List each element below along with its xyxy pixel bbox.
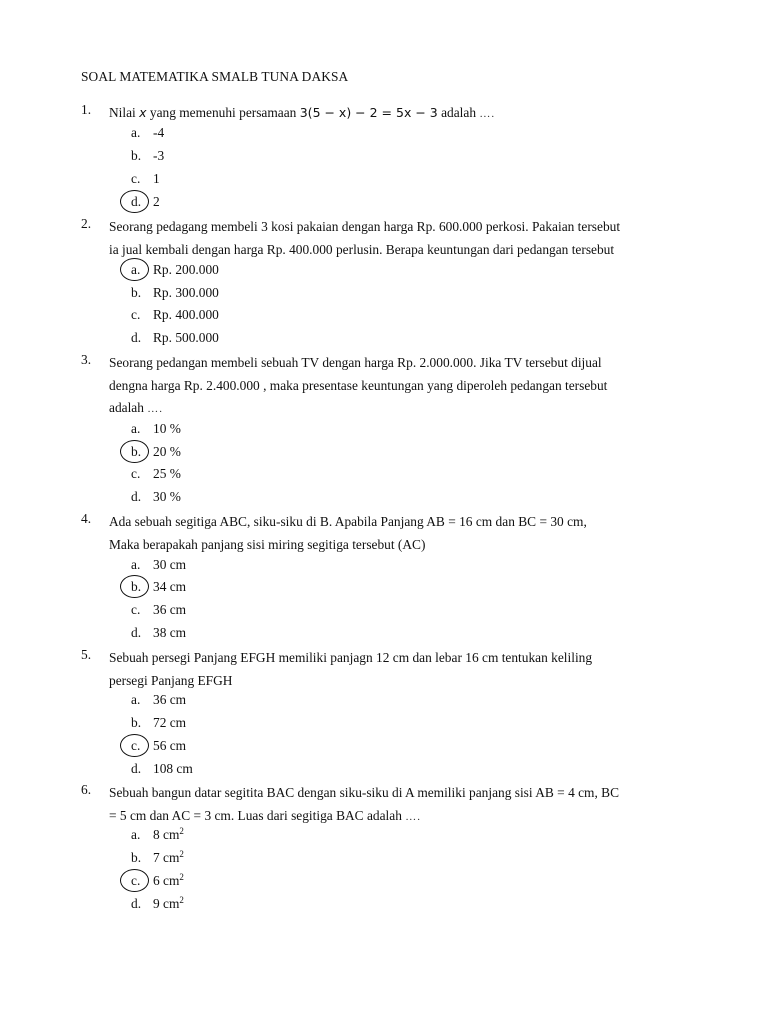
question-text: Seorang pedangan membeli sebuah TV dengan harga Rp. 2.000.000. Jika TV tersebut dijual dengna harga Rp. 2.400.000 , maka presentase keuntungan yang diperoleh pedangan tersebut adalah …. [109, 355, 608, 416]
unit-superscript: 2 [179, 872, 184, 882]
answer-circle: c. [131, 738, 153, 754]
option-a[interactable]: a. 10 % [131, 421, 181, 436]
option-c[interactable]: c. 1 [131, 171, 160, 186]
option-b[interactable]: b. Rp. 300.000 [131, 285, 219, 300]
option-a[interactable]: a. -4 [131, 125, 165, 140]
question-number: 3. [81, 352, 92, 367]
ellipsis: …. [147, 403, 164, 416]
option-c-selected[interactable]: c. 56 cm [131, 738, 187, 753]
option-d[interactable]: d. 108 cm [131, 761, 193, 776]
option-a[interactable]: a. 36 cm [131, 692, 187, 707]
page-title: SOAL MATEMATIKA SMALB TUNA DAKSA [81, 69, 349, 84]
answer-circle: b. [131, 444, 153, 460]
question-number: 2. [81, 216, 92, 231]
question-text: Sebuah bangun datar segitita BAC dengan siku-siku di A memiliki panjang sisi AB = 4 cm, BC = 5 cm dan AC = 3 cm. Luas dari segitiga BAC adalah …. [109, 785, 620, 823]
option-c[interactable]: c. Rp. 400.000 [131, 307, 219, 322]
variable-x: x [139, 105, 147, 120]
option-b-selected[interactable]: b. 20 % [131, 444, 181, 459]
option-a-selected[interactable]: a. Rp. 200.000 [131, 262, 219, 277]
option-d[interactable]: d. 38 cm [131, 625, 187, 640]
option-c[interactable]: c. 36 cm [131, 602, 187, 617]
answer-circle: d. [131, 194, 153, 210]
equation: 3(5 − x) − 2 = 5x − 3 [299, 105, 438, 120]
option-b[interactable]: b. 7 $cm^2$ [131, 849, 184, 865]
question-number: 1. [81, 102, 92, 117]
answer-circle: c. [131, 873, 153, 889]
option-d[interactable]: d. 30 % [131, 489, 181, 504]
option-b[interactable]: b. -3 [131, 148, 165, 163]
option-b-selected[interactable]: b. 34 cm [131, 579, 187, 594]
question-number: 5. [81, 647, 92, 662]
option-d-selected[interactable]: d. 2 [131, 194, 160, 209]
answer-circle: a. [131, 262, 153, 278]
question-text: Seorang pedagang membeli 3 kosi pakaian dengan harga Rp. 600.000 perkosi. Pakaian tersebut ia jual kembali dengan harga Rp. 400.000 perlusin. Berapa keuntungan dari pedangan tersebut [109, 219, 621, 257]
option-d[interactable]: d. 9 $cm^2$ [131, 895, 184, 911]
question-text: Sebuah persegi Panjang EFGH memiliki panjagn 12 cm dan lebar 16 cm tentukan keliling persegi Panjang EFGH [109, 650, 593, 688]
option-c-selected[interactable]: c. 6 $cm^2$ [131, 872, 184, 888]
question-text-part: Nilai [109, 105, 140, 120]
question-text: Ada sebuah segitiga ABC, siku-siku di B. Apabila Panjang AB = 16 cm dan BC = 30 cm, Maka berapakah panjang sisi miring segitiga tersebut (AC) [109, 514, 587, 552]
unit-superscript: 2 [179, 826, 184, 836]
option-c[interactable]: c. 25 % [131, 466, 181, 481]
ellipsis: …. [405, 810, 421, 823]
answer-circle: b. [131, 579, 153, 595]
question-text [109, 102, 709, 126]
option-d[interactable]: d. Rp. 500.000 [131, 330, 219, 345]
question-number: 6. [81, 782, 92, 797]
question-number: 4. [81, 511, 92, 526]
question-text-part: yang memenuhi persamaan [146, 105, 300, 120]
option-a[interactable]: a. 30 cm [131, 557, 187, 572]
unit-superscript: 2 [179, 849, 184, 859]
unit-superscript: 2 [179, 895, 184, 905]
option-b[interactable]: b. 72 cm [131, 715, 187, 730]
ellipsis: …. [479, 108, 496, 120]
question-text-part: adalah [437, 105, 480, 120]
option-a[interactable]: a. 8 $cm^2$ [131, 826, 184, 842]
